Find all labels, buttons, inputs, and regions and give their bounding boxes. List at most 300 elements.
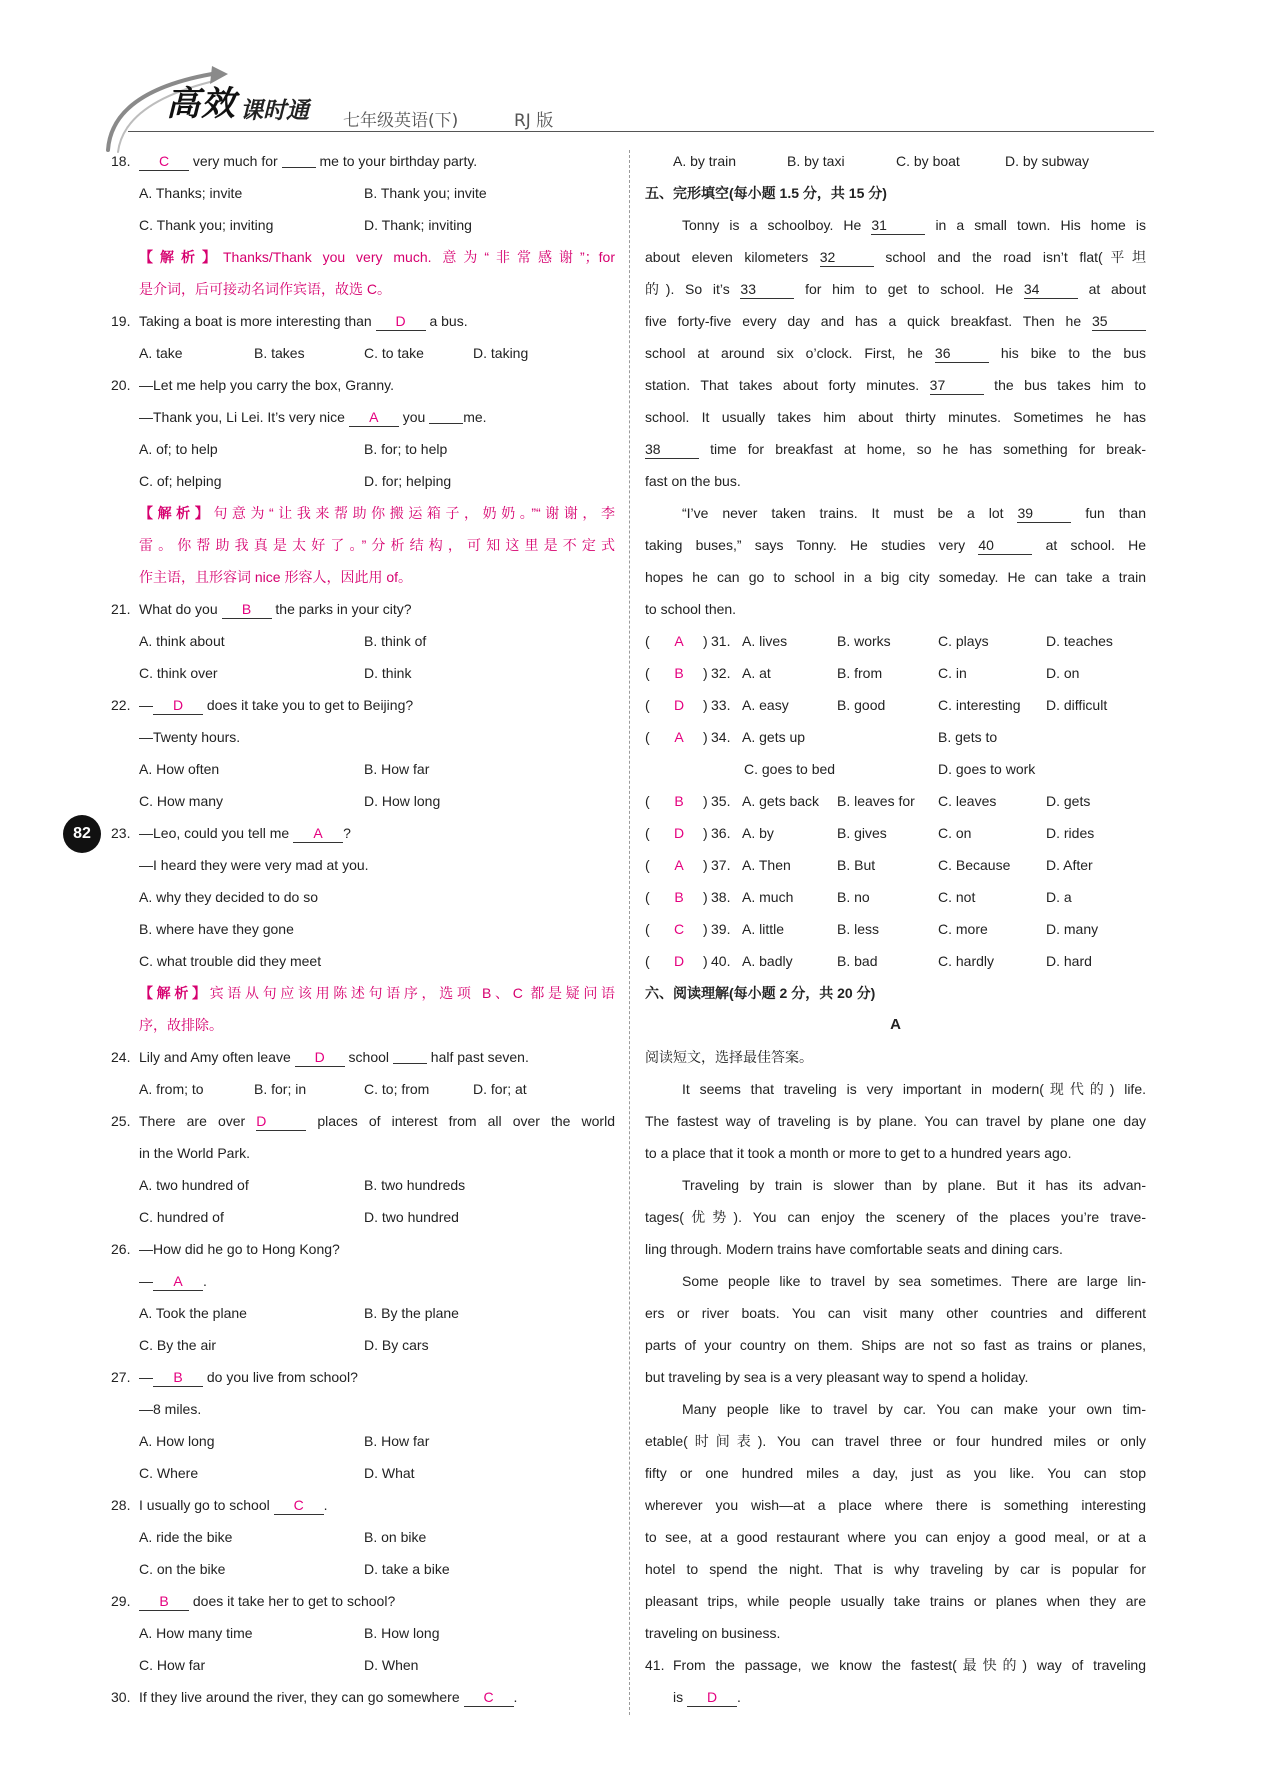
text-run: — — [139, 697, 153, 713]
question-line — [111, 305, 615, 337]
text-run: very much for — [189, 153, 282, 169]
option-c: C. plays — [938, 633, 989, 649]
options2-line — [111, 1617, 615, 1649]
question-number: 27. — [111, 1369, 131, 1385]
option-d: D. a — [1046, 889, 1072, 905]
option-c: C. goes to bed — [744, 761, 836, 777]
question-number: 18. — [111, 153, 131, 169]
answer-blank: C — [139, 152, 189, 171]
item-number: 34. — [711, 729, 731, 745]
option-d: D. hard — [1046, 953, 1092, 969]
indent-line — [111, 1393, 615, 1425]
option-c: C. to; from — [364, 1081, 430, 1097]
text-run: The fastest way of traveling is by plane. You can travel by plane one day — [645, 1113, 1146, 1129]
choice-line — [645, 625, 1146, 657]
option-b: B. for; in — [254, 1081, 307, 1097]
text-run: ling through. Modern trains have comfortable seats and dining cars. — [645, 1241, 1063, 1257]
option-b: B. gives — [837, 825, 887, 841]
question-number: 23. — [111, 825, 131, 841]
item-number: 35. — [711, 793, 731, 809]
options4-line — [111, 337, 615, 369]
option-b: B. How long — [364, 1625, 440, 1641]
text-run: . — [323, 1497, 328, 1513]
para-last-line — [645, 465, 1146, 497]
text-run: 作主语，且形容词 nice 形容人，因此用 of。 — [139, 569, 413, 585]
text-run: the bus takes him to — [983, 377, 1146, 393]
question-line — [111, 1585, 615, 1617]
text-run: school at around six o’clock. First, he — [645, 345, 935, 361]
text-run: 雷。你帮助我真是太好了。”分析结构，可知这里是不定式 — [139, 537, 615, 553]
question-line — [111, 1041, 615, 1073]
text-run: but traveling by sea is a very pleasant way to spend a holiday. — [645, 1369, 1029, 1385]
logo-subtitle: 课时通 — [240, 97, 309, 124]
answer-blank: D — [256, 1112, 306, 1131]
open-bracket: ( — [645, 793, 650, 809]
open-bracket: ( — [645, 889, 650, 905]
text-run: ers or river boats. You can visit many other countries and different — [645, 1305, 1146, 1321]
options2-line — [111, 433, 615, 465]
option-a: A. gets back — [742, 793, 820, 809]
option-d: D. What — [364, 1465, 415, 1481]
question-line — [111, 1233, 615, 1265]
option-d: D. on — [1046, 665, 1080, 681]
option-b: B. gets to — [938, 729, 998, 745]
text-run: . — [513, 1689, 518, 1705]
left-column — [111, 145, 615, 1713]
option-a: A. How many time — [139, 1625, 253, 1641]
options2-line — [111, 753, 615, 785]
column-divider — [629, 150, 630, 1715]
text-run: Lily and Amy often leave — [139, 1049, 295, 1065]
open-bracket: ( — [645, 633, 650, 649]
text-run: wherever you wish—at a place where there is something interesting — [645, 1497, 1146, 1513]
option-c: C. Because — [938, 857, 1011, 873]
text-run: at about — [1077, 281, 1146, 297]
option-d: D. Thank; inviting — [364, 217, 472, 233]
choice-line — [645, 657, 1146, 689]
option-b: B. by taxi — [787, 153, 845, 169]
close-bracket: ) — [703, 665, 708, 681]
option-a: A. by train — [673, 153, 737, 169]
text-run: — — [139, 1369, 153, 1385]
question-number: 26. — [111, 1241, 131, 1257]
text-run: fast on the bus. — [645, 473, 741, 489]
para-first-line — [645, 1265, 1146, 1297]
text-run: at school. He — [1032, 537, 1146, 553]
text-run: taking buses,” says Tonny. He studies very — [645, 537, 979, 553]
text-run: From the passage, we know the fastest(最快的) way of traveling — [673, 1657, 1146, 1673]
options2-line — [111, 657, 615, 689]
option-c: C. by boat — [896, 153, 960, 169]
choice-line — [645, 945, 1146, 977]
option-a: A. How long — [139, 1433, 215, 1449]
option-a: A. easy — [742, 697, 789, 713]
item-number: 40. — [711, 953, 731, 969]
question-line — [111, 1361, 615, 1393]
text-run: pleasant trips, while people usually take trains or planes when they are — [645, 1593, 1146, 1609]
choice-line — [645, 849, 1146, 881]
text-run: I usually go to school — [139, 1497, 274, 1513]
text-run: hopes he can go to school in a big city someday. He can take a train — [645, 569, 1146, 585]
text-run: . — [203, 1273, 207, 1289]
para-line — [645, 1425, 1146, 1457]
text-run: a bus. — [425, 313, 468, 329]
choice-answer: B — [674, 889, 684, 905]
text-run: —I heard they were very mad at you. — [139, 857, 369, 873]
options4r-line — [645, 145, 1146, 177]
numbered-blank: 35 — [1092, 312, 1146, 331]
question-line — [111, 593, 615, 625]
choice-answer: B — [674, 793, 684, 809]
para-line — [645, 1585, 1146, 1617]
question-number: 41. — [645, 1657, 665, 1673]
para-line — [645, 1297, 1146, 1329]
option-d: D. take a bike — [364, 1561, 450, 1577]
text-run: —How did he go to Hong Kong? — [139, 1241, 340, 1257]
answer-blank: B — [139, 1592, 189, 1611]
option-b: B. But — [837, 857, 876, 873]
text-run: tages(优势). You can enjoy the scenery of the places you’re trave- — [645, 1209, 1146, 1225]
option-b: B. for; to help — [364, 441, 448, 457]
question-number: 25. — [111, 1113, 131, 1129]
option-b: B. leaves for — [837, 793, 915, 809]
option-c: C. Where — [139, 1465, 199, 1481]
option-d: D. difficult — [1046, 697, 1108, 713]
indent-line — [111, 945, 615, 977]
plain-line — [645, 1041, 1146, 1073]
text-run: fun than — [1071, 505, 1146, 521]
close-bracket: ) — [703, 697, 708, 713]
option-d: D. taking — [473, 345, 529, 361]
center-line — [645, 1009, 1146, 1041]
analysis-last-line — [111, 1009, 615, 1041]
para-last-line — [645, 1137, 1146, 1169]
text-run: etable(时间表). You can travel three or four hundred miles or only — [645, 1433, 1146, 1449]
close-bracket: ) — [703, 633, 708, 649]
option-c: C. to take — [364, 345, 424, 361]
option-c: C. on the bike — [139, 1561, 226, 1577]
option-a: A. Took the plane — [139, 1305, 247, 1321]
indent-line — [111, 1265, 615, 1297]
analysis-cont-line — [111, 529, 615, 561]
empty-blank — [393, 1045, 427, 1064]
text-run: A. why they decided to do so — [139, 889, 318, 905]
indent-line — [111, 849, 615, 881]
text-run: fifty or one hundred miles a day, just as you like. You can stop — [645, 1465, 1146, 1481]
option-a: A. gets up — [742, 729, 806, 745]
indent-line — [111, 401, 615, 433]
choice-answer: A — [674, 633, 684, 649]
option-d: D. How long — [364, 793, 441, 809]
open-bracket: ( — [645, 825, 650, 841]
text-run: to a place that it took a month or more to get to a hundred years ago. — [645, 1145, 1072, 1161]
option-a: A. little — [742, 921, 785, 937]
numbered-blank: 33 — [740, 280, 794, 299]
option-d: D. by subway — [1005, 153, 1090, 169]
text-run: —Twenty hours. — [139, 729, 241, 745]
option-d: D. When — [364, 1657, 419, 1673]
item-number: 36. — [711, 825, 731, 841]
text-run: the parks in your city? — [271, 601, 412, 617]
text-run: C. what trouble did they meet — [139, 953, 322, 969]
option-b: B. How far — [364, 1433, 430, 1449]
para-line — [645, 1201, 1146, 1233]
answer-blank: D — [376, 312, 426, 331]
text-run: hotel to spend the night. That is why traveling by car is popular for — [645, 1561, 1146, 1577]
text-run: “I’ve never taken trains. It must be a lot — [682, 505, 1018, 521]
option-c: C. think over — [139, 665, 218, 681]
option-d: D. teaches — [1046, 633, 1113, 649]
text-run: 宾语从句应该用陈述句语序，选项 B、C 都是疑问语 — [209, 985, 615, 1001]
analysis-last-line — [111, 561, 615, 593]
answer-blank: C — [274, 1496, 324, 1515]
answer-blank: A — [293, 824, 343, 843]
close-bracket: ) — [703, 793, 708, 809]
text-run: 句意为“让我来帮助你搬运箱子，奶奶。”“谢谢，李 — [213, 505, 615, 521]
text-run: —Let me help you carry the box, Granny. — [139, 377, 394, 393]
numbered-blank: 39 — [1017, 504, 1071, 523]
options2-line — [111, 1329, 615, 1361]
text-run: school and the road isn’t flat(平坦 — [873, 249, 1146, 265]
text-run: — — [139, 1273, 153, 1289]
numbered-blank: 31 — [871, 216, 925, 235]
option-b: B. from — [837, 665, 883, 681]
question-line — [111, 817, 615, 849]
para-line — [645, 1105, 1146, 1137]
options2-line — [111, 209, 615, 241]
right-column — [645, 145, 1146, 1713]
options2-line — [111, 625, 615, 657]
para-line — [645, 433, 1146, 465]
item-number: 37. — [711, 857, 731, 873]
option-d: D. two hundred — [364, 1209, 459, 1225]
text-run: —8 miles. — [139, 1401, 202, 1417]
numbered-blank: 37 — [930, 376, 984, 395]
question-wrap-line — [111, 1105, 615, 1137]
text-run: half past seven. — [426, 1049, 529, 1065]
option-a: A. badly — [742, 953, 793, 969]
options4-line — [111, 1073, 615, 1105]
choice-cont-line — [645, 753, 1146, 785]
text-run: 六、阅读理解(每小题 2 分，共 20 分) — [645, 985, 876, 1001]
page-number-badge: 82 — [63, 815, 101, 853]
text-run: to see, at a good restaurant where you can enjoy a good meal, or at a — [645, 1529, 1146, 1545]
answer-blank: D — [687, 1688, 737, 1707]
option-d: D. for; at — [473, 1081, 527, 1097]
option-b: B. bad — [837, 953, 878, 969]
numbered-blank: 40 — [978, 536, 1032, 555]
para-first-line — [645, 209, 1146, 241]
option-a: A. lives — [742, 633, 788, 649]
option-c: C. How far — [139, 1657, 206, 1673]
analysis-last-line — [111, 273, 615, 305]
item-number: 33. — [711, 697, 731, 713]
text-run: me to your birthday party. — [315, 153, 478, 169]
choice-answer: D — [673, 953, 685, 969]
choice-line — [645, 689, 1146, 721]
para-first-line — [645, 1393, 1146, 1425]
numbered-blank: 36 — [935, 344, 989, 363]
open-bracket: ( — [645, 953, 650, 969]
indent-line — [111, 1137, 615, 1169]
option-a: A. Then — [742, 857, 791, 873]
question-number: 21. — [111, 601, 131, 617]
para-line — [645, 1329, 1146, 1361]
option-d: D. goes to work — [938, 761, 1036, 777]
question-line — [111, 1681, 615, 1713]
option-b: B. good — [837, 697, 886, 713]
close-bracket: ) — [703, 889, 708, 905]
analysis-line — [111, 977, 615, 1009]
option-b: B. takes — [254, 345, 305, 361]
text-run: parts of your country on them. Ships are not so fast as trains or planes, — [645, 1337, 1146, 1353]
text-run: Some people like to travel by sea sometimes. There are large lin- — [682, 1273, 1146, 1289]
text-run: 阅读短文，选择最佳答案。 — [645, 1049, 813, 1065]
indent-line — [111, 881, 615, 913]
text-run: school. It usually takes him about thirty minutes. Sometimes he has — [645, 409, 1146, 425]
text-run: about eleven kilometers — [645, 249, 820, 265]
question-wrap-line — [645, 1649, 1146, 1681]
option-a: A. take — [139, 345, 183, 361]
heading-line — [645, 977, 1146, 1009]
empty-blank — [429, 405, 463, 424]
choice-answer: A — [674, 729, 684, 745]
question-number: 24. — [111, 1049, 131, 1065]
options2-line — [111, 1201, 615, 1233]
option-a: A. of; to help — [139, 441, 218, 457]
text-run: If they live around the river, they can go somewhere — [139, 1689, 464, 1705]
option-b: B. on bike — [364, 1529, 427, 1545]
question-line — [111, 689, 615, 721]
header-rule — [128, 131, 1154, 132]
open-bracket: ( — [645, 857, 650, 873]
analysis-line — [111, 497, 615, 529]
answer-blank: A — [153, 1272, 203, 1291]
logo-title: 高效 — [166, 84, 236, 124]
indent-line — [111, 721, 615, 753]
option-b: B. How far — [364, 761, 430, 777]
question-line — [111, 145, 615, 177]
choice-answer: C — [673, 921, 685, 937]
option-c: C. of; helping — [139, 473, 222, 489]
para-last-line — [645, 593, 1146, 625]
text-run: ? — [343, 825, 351, 841]
text-run: places of interest from all over the world — [306, 1113, 615, 1129]
options2-line — [111, 1297, 615, 1329]
text-run: is — [673, 1689, 687, 1705]
answer-blank: C — [464, 1688, 514, 1707]
para-last-line — [645, 1361, 1146, 1393]
options2-line — [111, 785, 615, 817]
text-run: you — [398, 409, 430, 425]
text-run: his bike to the bus — [988, 345, 1146, 361]
text-run: me. — [463, 409, 487, 425]
text-run: five forty-five every day and has a quick breakfast. Then he — [645, 313, 1092, 329]
close-bracket: ) — [703, 825, 708, 841]
option-c: C. hardly — [938, 953, 995, 969]
option-d: D. After — [1046, 857, 1093, 873]
text-run: in a small town. His home is — [925, 217, 1146, 233]
analysis-tag: 【解析】 — [139, 985, 210, 1001]
para-first-line — [645, 1073, 1146, 1105]
option-d: D. By cars — [364, 1337, 429, 1353]
option-a: A. from; to — [139, 1081, 204, 1097]
para-first-line — [645, 1169, 1146, 1201]
close-bracket: ) — [703, 953, 708, 969]
para-line — [645, 1521, 1146, 1553]
choice-line — [645, 721, 1146, 753]
text-run: school — [344, 1049, 393, 1065]
open-bracket: ( — [645, 921, 650, 937]
option-a: A. by — [742, 825, 774, 841]
question-line — [111, 369, 615, 401]
text-run: A — [890, 1016, 901, 1033]
para-line — [645, 1553, 1146, 1585]
para-line — [645, 337, 1146, 369]
choice-line — [645, 881, 1146, 913]
question-line — [111, 1489, 615, 1521]
option-c: C. more — [938, 921, 988, 937]
option-c: C. interesting — [938, 697, 1021, 713]
text-run: 的). So it’s — [645, 281, 741, 297]
text-run: for him to get to school. He — [794, 281, 1024, 297]
para-line — [645, 305, 1146, 337]
text-run: Many people like to travel by car. You can make your own tim- — [682, 1401, 1146, 1417]
para-line — [645, 561, 1146, 593]
question-number: 28. — [111, 1497, 131, 1513]
choice-answer: B — [674, 665, 684, 681]
option-c: C. leaves — [938, 793, 997, 809]
question-number: 30. — [111, 1689, 131, 1705]
item-number: 39. — [711, 921, 731, 937]
analysis-tag: 【解析】 — [139, 505, 214, 521]
option-a: A. How often — [139, 761, 220, 777]
question-number: 22. — [111, 697, 131, 713]
choice-line — [645, 785, 1146, 817]
para-line — [645, 1489, 1146, 1521]
text-run: traveling on business. — [645, 1625, 781, 1641]
option-a: A. ride the bike — [139, 1529, 233, 1545]
option-c: C. in — [938, 665, 967, 681]
option-d: D. rides — [1046, 825, 1095, 841]
option-b: B. By the plane — [364, 1305, 459, 1321]
option-a: A. think about — [139, 633, 225, 649]
choice-answer: D — [673, 825, 685, 841]
option-a: A. Thanks; invite — [139, 185, 243, 201]
numbered-blank: 34 — [1024, 280, 1078, 299]
option-b: B. think of — [364, 633, 427, 649]
para-line — [645, 273, 1146, 305]
answer-blank: D — [153, 696, 203, 715]
open-bracket: ( — [645, 665, 650, 681]
edition-label: RJ 版 — [514, 111, 554, 131]
text-run: —Thank you, Li Lei. It’s very nice — [139, 409, 349, 425]
text-run: time for breakfast at home, so he has something for break- — [699, 441, 1146, 457]
options2-line — [111, 1457, 615, 1489]
option-d: D. many — [1046, 921, 1099, 937]
empty-blank — [282, 149, 316, 168]
heading-line — [645, 177, 1146, 209]
text-run: Thanks/Thank you very much. 意为“非常感谢”；for — [222, 249, 615, 265]
options2-line — [111, 1169, 615, 1201]
item-number: 38. — [711, 889, 731, 905]
para-last-line — [645, 1617, 1146, 1649]
question-number: 19. — [111, 313, 131, 329]
indent-line — [645, 1681, 1146, 1713]
text-run: 是介词，后可接动名词作宾语，故选 C。 — [139, 281, 391, 297]
text-run: What do you — [139, 601, 222, 617]
analysis-tag: 【解析】 — [139, 249, 223, 265]
